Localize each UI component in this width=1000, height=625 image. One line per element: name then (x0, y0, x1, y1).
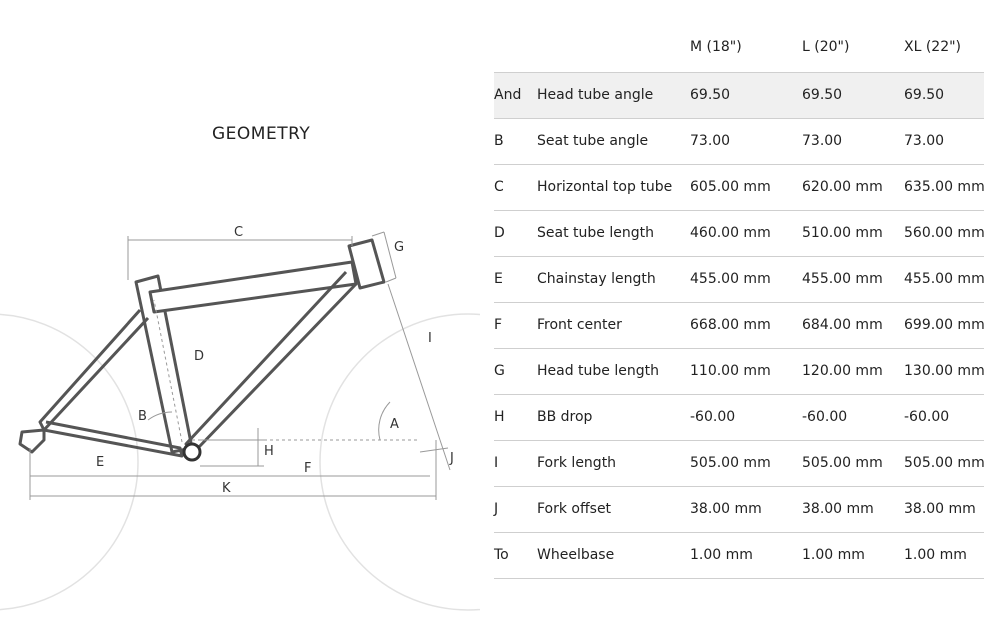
row-label: Fork offset (537, 501, 612, 517)
row-key: F (494, 317, 503, 333)
label-a: A (390, 417, 399, 432)
table-header (494, 28, 984, 72)
value-l: 505.00 mm (802, 455, 883, 471)
value-xl: 699.00 mm (904, 317, 985, 333)
front-wheel (320, 314, 480, 610)
row-key: B (494, 133, 504, 149)
value-m: 455.00 mm (690, 271, 771, 287)
bottom-bracket (184, 444, 200, 460)
value-xl: -60.00 (904, 409, 950, 425)
table-row (494, 210, 984, 256)
bike-frame (20, 240, 384, 456)
value-l: 73.00 (802, 133, 843, 149)
column-header-l: L (20") (802, 39, 850, 55)
row-label: Wheelbase (537, 547, 615, 563)
row-label: Chainstay length (537, 271, 656, 287)
label-b: B (138, 409, 147, 424)
dimension-lines (30, 232, 450, 500)
label-g: G (394, 240, 405, 255)
row-label: Horizontal top tube (537, 179, 673, 195)
row-label: Head tube angle (537, 87, 654, 103)
value-l: 69.50 (802, 87, 843, 103)
value-m: 110.00 mm (690, 363, 771, 379)
value-l: 455.00 mm (802, 271, 883, 287)
table-row (494, 394, 984, 440)
value-m: 38.00 mm (690, 501, 762, 517)
row-label: Head tube length (537, 363, 659, 379)
value-xl: 560.00 mm (904, 225, 985, 241)
value-xl: 1.00 mm (904, 547, 967, 563)
row-key: J (494, 501, 499, 517)
table-row (494, 302, 984, 348)
row-label: BB drop (537, 409, 593, 425)
row-label: Fork length (537, 455, 617, 471)
row-label: Front center (537, 317, 622, 333)
column-header-m: M (18") (690, 39, 742, 55)
value-m: 1.00 mm (690, 547, 753, 563)
label-d: D (194, 349, 205, 364)
row-key: I (494, 455, 499, 471)
value-m: 605.00 mm (690, 179, 771, 195)
label-h: H (264, 444, 274, 459)
row-key: To (494, 547, 509, 563)
row-label: Seat tube length (537, 225, 654, 241)
value-xl: 73.00 (904, 133, 945, 149)
table-row (494, 532, 984, 579)
table-row (494, 256, 984, 302)
label-e: E (96, 455, 105, 470)
value-l: 510.00 mm (802, 225, 883, 241)
table-row (494, 118, 984, 164)
label-j: J (450, 451, 454, 466)
value-m: -60.00 (690, 409, 736, 425)
row-key: H (494, 409, 505, 425)
value-l: -60.00 (802, 409, 848, 425)
value-l: 684.00 mm (802, 317, 883, 333)
table-row (494, 72, 984, 118)
value-xl: 130.00 mm (904, 363, 985, 379)
table-row (494, 486, 984, 532)
value-m: 460.00 mm (690, 225, 771, 241)
geometry-diagram (0, 0, 480, 625)
value-l: 620.00 mm (802, 179, 883, 195)
column-header-xl: XL (22") (904, 39, 962, 55)
label-c: C (234, 225, 244, 240)
value-xl: 635.00 mm (904, 179, 985, 195)
value-xl: 69.50 (904, 87, 945, 103)
table-row (494, 440, 984, 486)
value-m: 505.00 mm (690, 455, 771, 471)
row-key: G (494, 363, 505, 379)
rear-wheel (0, 314, 138, 610)
value-l: 120.00 mm (802, 363, 883, 379)
value-l: 38.00 mm (802, 501, 874, 517)
label-k: K (222, 481, 231, 496)
value-m: 73.00 (690, 133, 731, 149)
value-xl: 38.00 mm (904, 501, 976, 517)
row-key: C (494, 179, 504, 195)
value-xl: 455.00 mm (904, 271, 985, 287)
table-row (494, 164, 984, 210)
page-title: GEOMETRY (212, 124, 311, 144)
value-l: 1.00 mm (802, 547, 865, 563)
value-m: 668.00 mm (690, 317, 771, 333)
row-label: Seat tube angle (537, 133, 649, 149)
geometry-table (494, 28, 984, 579)
row-key: D (494, 225, 505, 241)
row-key: E (494, 271, 503, 287)
value-m: 69.50 (690, 87, 731, 103)
row-key: And (494, 87, 522, 103)
table-row (494, 348, 984, 394)
value-xl: 505.00 mm (904, 455, 985, 471)
label-f: F (304, 461, 312, 476)
label-i: I (428, 331, 432, 346)
